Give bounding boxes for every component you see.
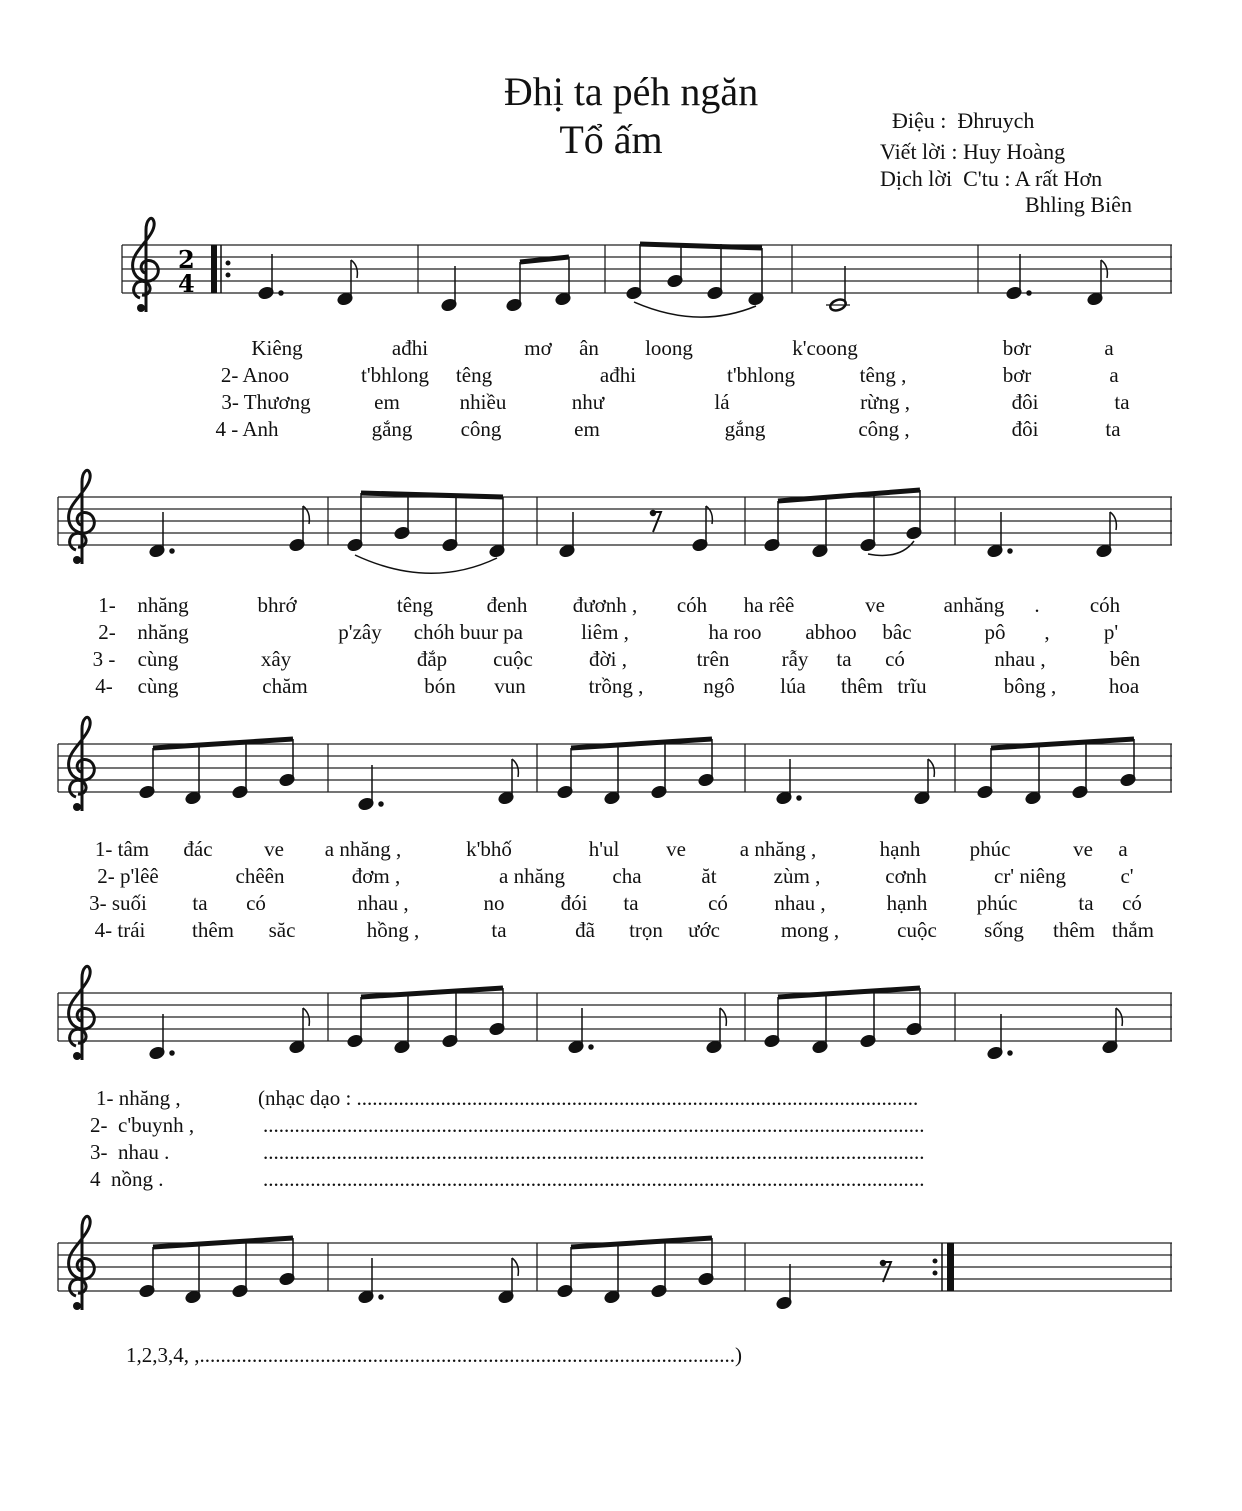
- lyric-word: đác: [183, 837, 213, 861]
- lyric-word: cr' niêng: [993, 864, 1067, 888]
- lyric-word: k'bhố: [466, 837, 512, 861]
- lyric-word: a: [1104, 336, 1114, 360]
- lyric-word: a: [1109, 363, 1119, 387]
- lyric-word: lá: [714, 390, 730, 414]
- lyric-word: bhrớ: [257, 593, 297, 617]
- lyric-word: rẫy: [781, 647, 809, 671]
- lyric-verse-end: 1- nhăng ,: [96, 1086, 181, 1110]
- lyric-interlude: ..............................................................................................................................: [263, 1113, 925, 1137]
- lyric-word: bơr: [1002, 363, 1032, 387]
- lyric-word: h'ul: [588, 837, 620, 861]
- lyric-word: đã: [575, 918, 595, 942]
- lyric-word: ta: [1078, 891, 1094, 915]
- lyric-interlude: (nhạc dạo : ...........................................................................................................: [258, 1086, 919, 1110]
- lyric-word: bâc: [882, 620, 912, 644]
- lyric-word: ta: [192, 891, 208, 915]
- lyric-word: thêm: [841, 674, 883, 698]
- lyric-word: cuộc: [897, 918, 937, 942]
- lyric-word: có: [1122, 891, 1142, 915]
- lyric-word: a: [1118, 837, 1128, 861]
- lyric-word: 2- Anoo: [220, 363, 290, 387]
- lyric-word: a nhăng ,: [324, 837, 402, 861]
- repeat-end-thick-bar: [947, 1243, 954, 1291]
- lyric-word: đói: [560, 891, 588, 915]
- lyric-word: cha: [612, 864, 642, 888]
- lyric-word: loong: [645, 336, 693, 360]
- treble-clef-icon: [69, 470, 95, 564]
- lyric-word: cùng: [137, 647, 179, 671]
- lyric-word: nhiều: [459, 390, 507, 414]
- lyric-interlude: ..............................................................................................................................: [263, 1140, 925, 1164]
- lyric-word: hạnh: [879, 837, 921, 861]
- staff-system-2: [58, 470, 1172, 573]
- lyric-word: có: [246, 891, 266, 915]
- lyric-word: ta: [491, 918, 507, 942]
- lyric-word: sống: [984, 918, 1024, 942]
- lyric-word: cơnh: [885, 864, 927, 888]
- lyric-word: zùm ,: [773, 864, 821, 888]
- lyric-word: chêên: [235, 864, 285, 888]
- lyric-word: 3 -: [92, 647, 116, 671]
- lyric-word: mong ,: [780, 918, 840, 942]
- lyric-word: đời ,: [589, 647, 627, 671]
- lyric-word: ha roo: [708, 620, 762, 644]
- lyric-word: chóh buur: [413, 620, 499, 644]
- repeat-dot: [226, 261, 231, 266]
- lyric-word: ước: [688, 918, 720, 942]
- lyric-word: 1- tâm: [94, 837, 150, 861]
- treble-clef-icon: [69, 1216, 95, 1310]
- lyric-word: bón: [424, 674, 456, 698]
- staff-system-4: [58, 966, 1172, 1060]
- repeat-start-thick-bar: [211, 245, 217, 293]
- lyric-word: em: [574, 417, 600, 441]
- lyric-word: pa: [503, 620, 523, 644]
- lyric-word: ăt: [701, 864, 717, 888]
- lyric-word: nhau ,: [774, 891, 826, 915]
- lyric-word: hồng ,: [366, 918, 420, 942]
- time-sig-bottom: 4: [178, 269, 195, 298]
- lyric-word: t'bhlong: [361, 363, 429, 387]
- lyric-word: lúa: [780, 674, 806, 698]
- lyric-word: ve: [865, 593, 885, 617]
- lyric-word: cóh: [1089, 593, 1121, 617]
- lyric-word: bông ,: [1003, 674, 1057, 698]
- lyric-word: ađhi: [599, 363, 637, 387]
- lyric-word: p': [1103, 620, 1119, 644]
- lyric-word: 4 - Anh: [215, 417, 279, 441]
- lyric-word: như: [571, 390, 605, 414]
- lyric-word: săc: [268, 918, 296, 942]
- lyric-verse-end: 3- nhau .: [90, 1140, 170, 1164]
- lyric-word: 3- suối: [89, 891, 147, 915]
- lyric-word: phúc: [976, 891, 1018, 915]
- lyric-word: pô: [984, 620, 1006, 644]
- lyric-word: trên: [696, 647, 730, 671]
- lyric-word: phúc: [969, 837, 1011, 861]
- lyric-word: nhau ,: [357, 891, 409, 915]
- lyric-word: 1-: [98, 593, 116, 617]
- lyric-word: k'coong: [792, 336, 858, 360]
- lyric-word: ta: [623, 891, 639, 915]
- lyric-word: ,: [1044, 620, 1050, 644]
- credit-translation-2: Bhling Biên: [1025, 192, 1132, 217]
- lyric-all-verses: 1,2,3,4, ,......................................................................................................): [126, 1343, 742, 1367]
- lyric-word: hạnh: [886, 891, 928, 915]
- lyric-word: a nhăng ,: [739, 837, 817, 861]
- lyric-word: .: [1034, 593, 1040, 617]
- lyric-word: hoa: [1108, 674, 1140, 698]
- staff-system-1: [122, 218, 1172, 317]
- lyric-word: bên: [1109, 647, 1141, 671]
- lyric-word: 4-: [95, 674, 113, 698]
- lyric-word: ve: [1073, 837, 1093, 861]
- lyric-word: vun: [494, 674, 526, 698]
- lyric-word: têng: [396, 593, 434, 617]
- lyric-word: trồng ,: [588, 674, 644, 698]
- lyric-word: thêm: [1053, 918, 1095, 942]
- lyric-word: trọn: [629, 918, 663, 942]
- lyric-word: a nhăng: [499, 864, 565, 888]
- lyric-word: anhăng: [943, 593, 1005, 617]
- song-title: Đhị ta péh ngăn: [503, 69, 759, 114]
- lyric-word: nhau ,: [994, 647, 1046, 671]
- lyric-word: đôi: [1011, 390, 1039, 414]
- lyric-word: em: [374, 390, 400, 414]
- lyric-word: têng ,: [859, 363, 907, 387]
- lyric-word: ta: [1114, 390, 1130, 414]
- lyric-word: ve: [264, 837, 284, 861]
- lyric-word: xây: [260, 647, 292, 671]
- lyric-word: bơr: [1002, 336, 1032, 360]
- lyric-word: đenh: [486, 593, 528, 617]
- time-sig-top: 2: [178, 245, 195, 274]
- lyric-word: nhăng: [137, 593, 189, 617]
- credit-lyrics: Viết lời : Huy Hoàng: [880, 139, 1066, 164]
- lyric-word: Kiêng: [251, 336, 303, 360]
- staff-system-5: [58, 1216, 1172, 1310]
- lyric-word: p'zây: [338, 620, 382, 644]
- lyric-word: 3- Thương: [221, 390, 311, 414]
- treble-clef-icon: [69, 966, 95, 1060]
- lyric-verse-end: 4 nồng .: [90, 1167, 164, 1191]
- lyric-word: công ,: [858, 417, 910, 441]
- lyric-verse-end: 2- c'buynh ,: [90, 1113, 195, 1137]
- lyric-word: đắp: [416, 647, 448, 671]
- credit-melody: Điệu : Đhruych: [892, 108, 1035, 133]
- lyric-word: 2-: [98, 620, 116, 644]
- credit-translation: Dịch lời C'tu : A rất Hơn: [880, 166, 1103, 191]
- lyric-word: abhoo: [805, 620, 857, 644]
- lyric-word: 4- trái: [94, 918, 146, 942]
- lyric-word: ha rêê: [743, 593, 795, 617]
- lyric-word: cùng: [137, 674, 179, 698]
- lyric-word: ađhi: [391, 336, 429, 360]
- lyric-word: ve: [666, 837, 686, 861]
- treble-clef-icon: [69, 717, 95, 811]
- lyric-word: ngô: [703, 674, 735, 698]
- lyric-word: có: [708, 891, 728, 915]
- lyric-word: cuộc: [493, 647, 533, 671]
- lyric-word: ta: [1105, 417, 1121, 441]
- lyric-word: nhăng: [137, 620, 189, 644]
- lyric-word: c': [1120, 864, 1134, 888]
- lyric-word: mơ: [524, 336, 552, 360]
- lyric-word: t'bhlong: [727, 363, 795, 387]
- lyric-word: 2- p'lêê: [97, 864, 159, 888]
- treble-clef-icon: [133, 218, 159, 312]
- lyric-interlude: ..............................................................................................................................: [263, 1167, 925, 1191]
- lyric-word: no: [483, 891, 505, 915]
- lyric-word: gắng: [724, 417, 766, 441]
- lyric-word: têng: [455, 363, 493, 387]
- lyric-word: thắm: [1112, 918, 1154, 942]
- lyric-word: trĩu: [897, 674, 927, 698]
- lyric-word: có: [885, 647, 905, 671]
- lyric-word: liêm ,: [581, 620, 629, 644]
- lyric-word: thêm: [192, 918, 234, 942]
- lyric-word: công: [460, 417, 502, 441]
- lyric-word: ân: [579, 336, 599, 360]
- lyric-word: gắng: [371, 417, 413, 441]
- lyric-word: đươnh ,: [572, 593, 638, 617]
- lyric-word: cóh: [676, 593, 708, 617]
- repeat-end-dot: [933, 1259, 938, 1264]
- lyric-word: đôi: [1011, 417, 1039, 441]
- lyric-word: rừng ,: [860, 390, 910, 414]
- lyric-word: đơm ,: [351, 864, 401, 888]
- staff-system-3: [58, 717, 1172, 811]
- lyric-word: ta: [836, 647, 852, 671]
- song-subtitle: Tổ ấm: [559, 117, 663, 162]
- lyric-word: chăm: [262, 674, 308, 698]
